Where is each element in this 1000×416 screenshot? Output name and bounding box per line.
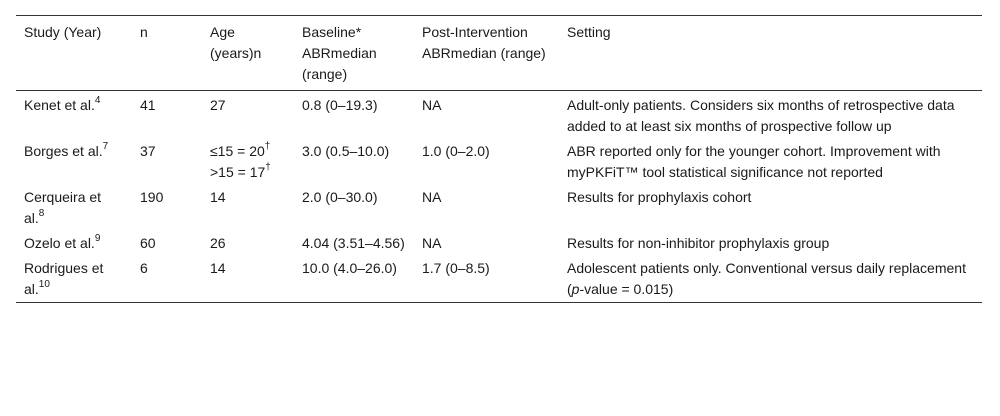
cell-baseline: 0.8 (0–19.3) (302, 97, 378, 113)
header-row (16, 16, 982, 91)
cell-post-intervention: 1.7 (0–8.5) (422, 260, 490, 276)
cell-age: 27 (210, 97, 226, 113)
cell-n: 60 (140, 235, 156, 251)
studies-table (16, 15, 982, 303)
header-study: Study (Year) (24, 24, 102, 40)
cell-n: 37 (140, 143, 156, 159)
cell-post-intervention: NA (422, 189, 442, 205)
cell-age: 14 (210, 260, 226, 276)
cell-post-intervention: 1.0 (0–2.0) (422, 143, 490, 159)
reference-superscript: 4 (94, 95, 101, 107)
cell-age: 14 (210, 189, 226, 205)
cell-setting: Results for prophylaxis cohort (567, 189, 752, 205)
reference-superscript: 10 (38, 279, 50, 291)
cell-setting: ABR reported only for the younger cohort. Improvement with myPKFiT™ tool statistical significance not reported (567, 143, 941, 180)
reference-superscript: 9 (94, 233, 101, 245)
table-row (16, 91, 982, 140)
cell-age (202, 139, 294, 185)
age-group-older: >15 = 17† (210, 162, 271, 180)
table-header (16, 16, 982, 91)
cell-n: 190 (140, 189, 164, 205)
table-row (16, 231, 982, 256)
cell-study: Ozelo et al.$^9$ (24, 233, 101, 251)
table-body (16, 91, 982, 303)
header-n: n (140, 24, 148, 40)
reference-superscript: 7 (102, 141, 109, 153)
dagger-footnote-mark: † (265, 162, 271, 174)
cell-setting: Results for non-inhibitor prophylaxis group (567, 235, 830, 251)
cell-study: Kenet et al.$^4$ (24, 95, 101, 113)
cell-baseline: 3.0 (0.5–10.0) (302, 143, 390, 159)
header-age: Age (years)n (210, 24, 262, 61)
cell-n: 6 (140, 260, 148, 276)
cell-n: 41 (140, 97, 156, 113)
cell-setting: Adolescent patients only. Conventional versus daily replacement (p-value = 0.015) (567, 260, 966, 297)
cell-study: Borges et al.$^7$ (24, 141, 109, 159)
reference-superscript: 8 (38, 208, 45, 220)
cell-baseline: 2.0 (0–30.0) (302, 189, 378, 205)
header-baseline: Baseline* ABRmedian (range) (302, 24, 377, 82)
cell-baseline: 10.0 (4.0–26.0) (302, 260, 397, 276)
table-row (16, 139, 982, 185)
cell-post-intervention: NA (422, 97, 442, 113)
age-group-younger: ≤15 = 20† (210, 141, 271, 159)
cell-study: Rodrigues et al.$^{10}$ (24, 260, 104, 297)
dagger-footnote-mark: † (264, 141, 271, 153)
header-post-intervention: Post-Intervention ABRmedian (range) (422, 24, 546, 61)
cell-setting: Adult-only patients. Considers six months of retrospective data added to at least six months of prospective follow up (567, 97, 955, 134)
cell-post-intervention: NA (422, 235, 442, 251)
cell-study: Cerqueira et al.$^8$ (24, 189, 102, 226)
cell-age: 26 (210, 235, 226, 251)
header-setting: Setting (567, 24, 611, 40)
table-row (16, 256, 982, 303)
p-value-italic: p (571, 281, 580, 297)
cell-baseline: 4.04 (3.51–4.56) (302, 235, 405, 251)
table-row (16, 185, 982, 231)
